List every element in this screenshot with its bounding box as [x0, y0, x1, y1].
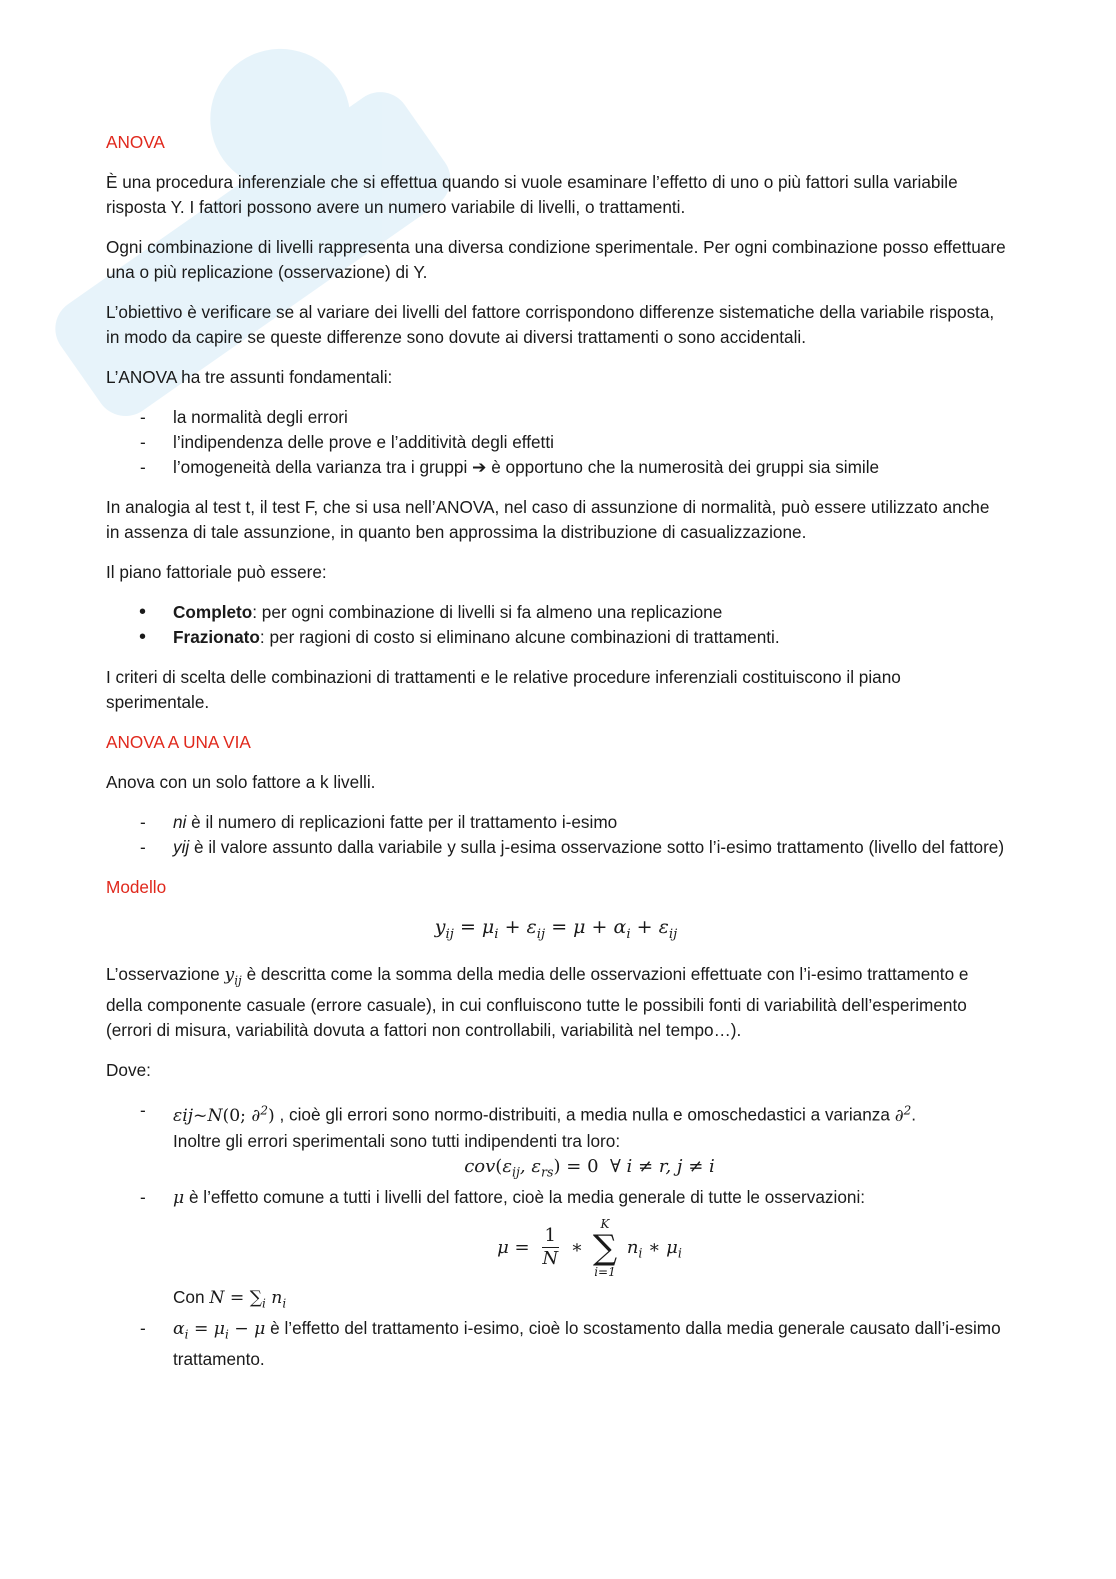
term: yij [173, 837, 190, 857]
paragraph: I criteri di scelta delle combinazioni di trattamenti e le relative procedure inferenziali costituiscono il piano sperimentale. [106, 667, 901, 712]
term-desc: è il valore assunto dalla variabile y sulla j-esima osservazione sotto l’i-esimo trattamento (livello del fattore) [189, 837, 1005, 857]
list-item: - εij~N(0; ∂$^2$) , cioè gli errori sono normo-distribuiti, a media nulla e omoschedastici a varianza ∂$^2$. Inoltre gli errori sperimentali sono tutti indipendenti tra loro: $cov(\varepsilon_{ij}$, $\varepsilon_{rs}) = 0$ ∀ i ≠ r, j ≠ i [106, 1098, 1006, 1184]
term: ni [173, 812, 187, 832]
list-item [106, 600, 1006, 625]
term: Completo [173, 602, 253, 622]
assumptions-list [106, 405, 1006, 480]
inline-formula: $y_{ij}$ [224, 964, 242, 988]
model-equation: $y_{ij} = \mu_i + \varepsilon_{ij} = \mu + \alpha_i + \varepsilon_{ij}$ [434, 916, 678, 942]
cov-formula: $cov(\varepsilon_{ij}$, $\varepsilon_{rs}) = 0$ ∀ i ≠ r, j ≠ i [464, 1155, 715, 1180]
list-item: - la normalità degli errori [106, 405, 1006, 430]
paragraph: Il piano fattoriale può essere: [106, 562, 327, 582]
paragraph: Dove: [106, 1060, 151, 1081]
inline-formula: $N = \sum_i$ $n_i$ [209, 1287, 287, 1310]
mean-formula: μ = $\frac{1}{N}$ ∗ K ∑ i=1 $n_i$ ∗ $\mu_i$ [497, 1216, 682, 1279]
dove-list [106, 1098, 1006, 1372]
paragraph: L’obiettivo è verificare se al variare dei livelli del fattore corrispondono differenze sistematiche della variabile risposta, in modo da capire se queste differenze sono dovute ai diversi trattamenti o sono accidentali. [106, 302, 995, 347]
paragraph: L’ANOVA ha tre assunti fondamentali: [106, 367, 393, 387]
list-item [106, 810, 1006, 835]
plans-list [106, 600, 1006, 650]
list-item [106, 835, 1006, 860]
term-desc: : per ragioni di costo si eliminano alcune combinazioni di trattamenti. [259, 627, 780, 647]
heading-anova-una-via: ANOVA A UNA VIA [106, 732, 251, 752]
paragraph: È una procedura inferenziale che si effettua quando si vuole esaminare l’effetto di uno o più fattori sulla variabile risposta Y. I fattori possono avere un numero variabile di livelli, o trattamenti. [106, 172, 958, 217]
inline-formula: εij~N(0; ∂$^2$) [173, 1103, 275, 1126]
heading-modello: Modello [106, 877, 167, 897]
paragraph: In analogia al test t, il test F, che si usa nell’ANOVA, nel caso di assunzione di normalità, può essere utilizzato anche in assenza di tale assunzione, in quanto ben approssima la distribuzione di casualizzazione. [106, 497, 990, 542]
paragraph: L’osservazione $y_{ij}$ è descritta come la somma della media delle osservazioni effettuate con l’i-esimo trattamento e della componente casuale (errore casuale), in cui confluiscono tutte le possibili fonti di variabilità dell’esperimento (errori di misura, variabilità dovuta a fattori non controllabili, variabilità nel tempo…). [106, 963, 969, 1041]
inline-formula: ∂$^2$ [894, 1103, 912, 1126]
inline-formula: μ [173, 1187, 185, 1208]
term-desc: è il numero di replicazioni fatte per il trattamento i-esimo [186, 812, 618, 832]
list-item [106, 625, 1006, 650]
list-item: - l’indipendenza delle prove e l’additività degli effetti [106, 430, 1006, 455]
term: Frazionato [173, 627, 260, 647]
document-page [106, 130, 1006, 1387]
list-item: - l’omogeneità della varianza tra i gruppi ➔ è opportuno che la numerosità dei gruppi sia simile [106, 455, 1006, 480]
paragraph: Ogni combinazione di livelli rappresenta una diversa condizione sperimentale. Per ogni combinazione posso effettuare una o più replicazione (osservazione) di Y. [106, 237, 1006, 282]
oneway-list [106, 810, 1006, 860]
inline-formula: $\alpha_i = \mu_i - \mu$ [173, 1319, 266, 1342]
list-item: - $\alpha_i = \mu_i - \mu$ è l’effetto del trattamento i-esimo, cioè lo scostamento dalla media generale causato dall’i-esimo trattamento. [106, 1316, 1006, 1372]
list-item: - μ è l’effetto comune a tutti i livelli del fattore, cioè la media generale di tutte le osservazioni: μ = $\frac{1}{N}$ ∗ K ∑ i=1 $n_i$ ∗ $\mu_i$ Con $N = \sum_i$ $n_i$ [106, 1185, 1006, 1316]
heading-anova: ANOVA [106, 132, 165, 152]
term-desc: : per ogni combinazione di livelli si fa almeno una replicazione [252, 602, 723, 622]
paragraph: Anova con un solo fattore a k livelli. [106, 772, 376, 792]
